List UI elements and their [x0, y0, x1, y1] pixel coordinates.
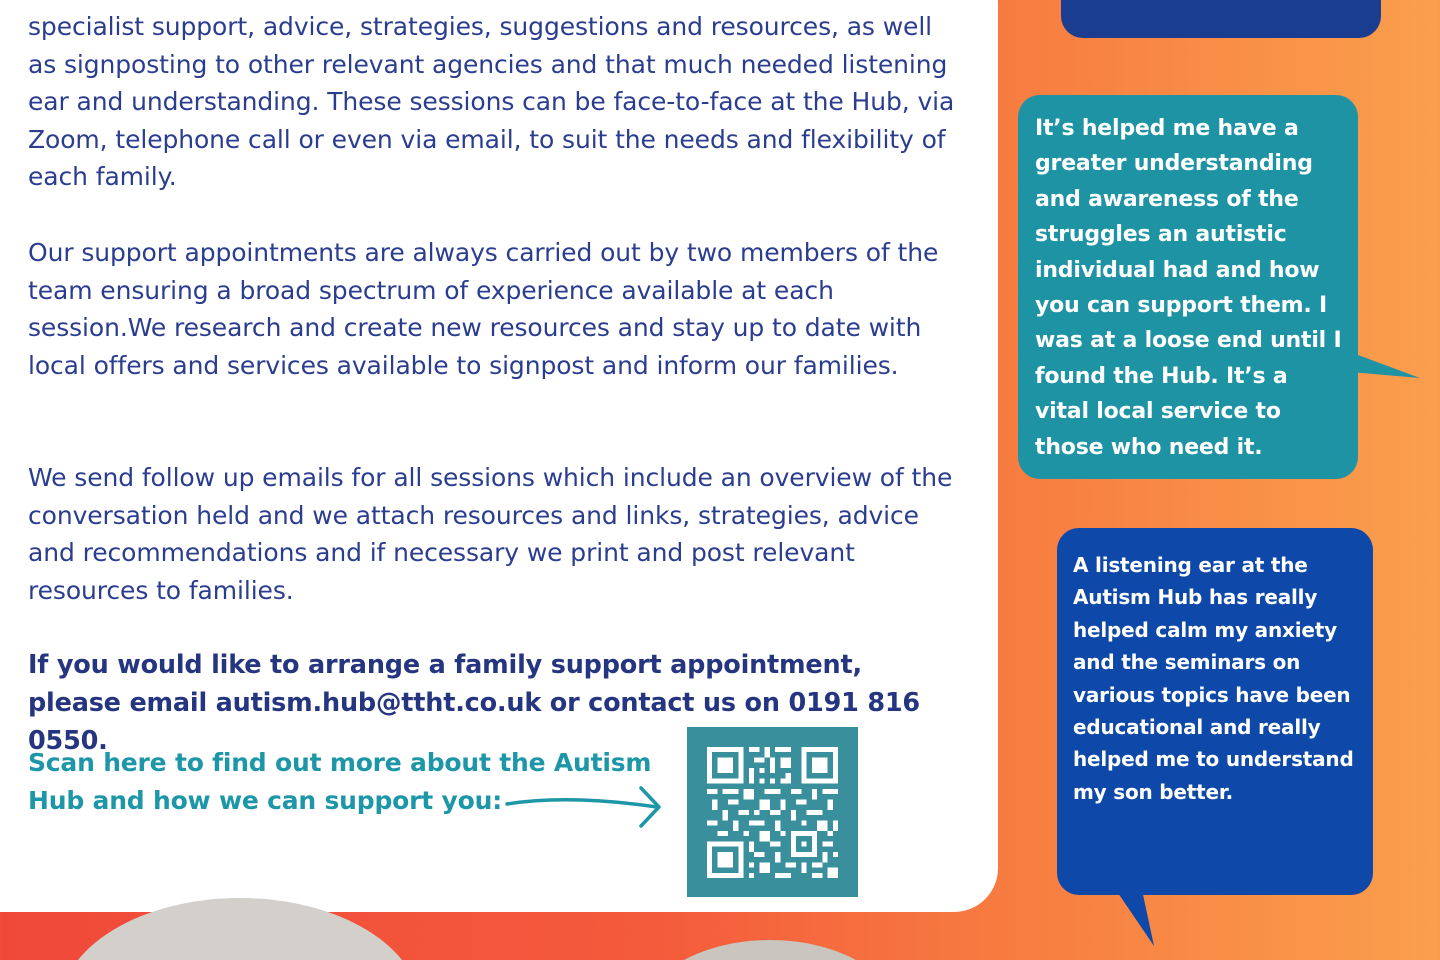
testimonial-text: It’s helped me have a greater understanding and awareness of the struggles an autistic individual had and how you can support them. I was at a loose end until I found the Hub. It’s a vital local service to those who need it.	[1035, 116, 1342, 460]
appointments-paragraph: Our support appointments are always carried out by two members of the team ensuring a broad spectrum of experience available at each session.We research and create new resources and stay up to date with local offers and services available to signpost and inform our families.	[28, 238, 939, 380]
qr-code-icon	[707, 747, 838, 878]
testimonial-text: A listening ear at the Autism Hub has really helped calm my anxiety and the seminars on various topics have been educational and really helped me to understand my son better.	[1073, 553, 1354, 804]
speech-tail	[1108, 890, 1158, 948]
intro-paragraph: specialist support, advice, strategies, suggestions and resources, as well as signposting to other relevant agencies and that much needed listening ear and understanding. These sessions can be face-to-face at the Hub, via Zoom, telephone call or even via email, to suit the needs and flexibility of each family.	[28, 12, 955, 192]
follow-up-paragraph: We send follow up emails for all sessions which include an overview of the conversation held and we attach resources and links, strategies, advice and recommendations and if necessary we print and post relevant resources to families.	[28, 463, 953, 605]
arrow-right-icon	[505, 782, 667, 834]
scan-prompt: Scan here to find out more about the Autism Hub and how we can support you:	[28, 748, 652, 815]
testimonial-bubble-2	[1057, 528, 1373, 895]
qr-code[interactable]	[687, 727, 858, 897]
testimonial-bubble-1	[1018, 95, 1358, 479]
speech-tail	[1350, 352, 1422, 382]
testimonial-bubble-top	[1061, 0, 1381, 38]
photo-circle-right	[640, 940, 900, 960]
contact-call-to-action[interactable]: If you would like to arrange a family support appointment, please email autism.hub@ttht.co.uk or contact us on 0191 816 0550.	[28, 650, 920, 756]
